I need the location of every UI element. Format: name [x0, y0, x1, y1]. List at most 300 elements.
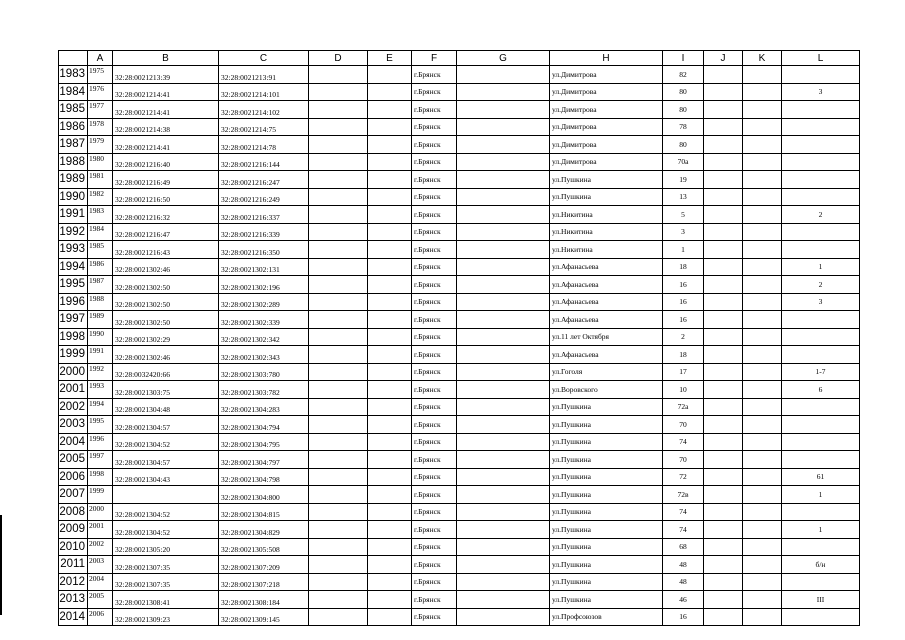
- cell-d[interactable]: [309, 293, 368, 311]
- cell-c[interactable]: 32:28:0021307:218: [219, 573, 309, 591]
- cell-b[interactable]: 32:28:0021214:41: [113, 83, 219, 101]
- cell-j[interactable]: [704, 433, 743, 451]
- cell-c[interactable]: 32:28:0021216:337: [219, 206, 309, 224]
- cell-g[interactable]: [457, 468, 550, 486]
- cell-c[interactable]: 32:28:0021302:339: [219, 311, 309, 329]
- cell-e[interactable]: [368, 241, 412, 259]
- row-number[interactable]: 2014: [59, 608, 88, 626]
- cell-l[interactable]: [782, 188, 860, 206]
- cell-f[interactable]: г.Брянск: [412, 468, 457, 486]
- cell-l[interactable]: [782, 608, 860, 626]
- cell-f[interactable]: г.Брянск: [412, 538, 457, 556]
- cell-d[interactable]: [309, 153, 368, 171]
- cell-d[interactable]: [309, 223, 368, 241]
- cell-a[interactable]: 1993: [88, 381, 113, 399]
- cell-e[interactable]: [368, 276, 412, 294]
- cell-l[interactable]: 61: [782, 468, 860, 486]
- cell-f[interactable]: г.Брянск: [412, 83, 457, 101]
- row-number[interactable]: 1995: [59, 276, 88, 294]
- cell-a[interactable]: 1980: [88, 153, 113, 171]
- cell-e[interactable]: [368, 503, 412, 521]
- column-header-f[interactable]: F: [412, 51, 457, 66]
- cell-j[interactable]: [704, 608, 743, 626]
- cell-a[interactable]: 1991: [88, 346, 113, 364]
- cell-k[interactable]: [743, 433, 782, 451]
- column-header-b[interactable]: B: [113, 51, 219, 66]
- cell-f[interactable]: г.Брянск: [412, 486, 457, 504]
- cell-c[interactable]: 32:28:0021304:829: [219, 521, 309, 539]
- cell-c[interactable]: 32:28:0021216:247: [219, 171, 309, 189]
- row-number[interactable]: 2008: [59, 503, 88, 521]
- cell-e[interactable]: [368, 451, 412, 469]
- cell-g[interactable]: [457, 381, 550, 399]
- cell-i[interactable]: 78: [663, 118, 704, 136]
- cell-f[interactable]: г.Брянск: [412, 241, 457, 259]
- cell-j[interactable]: [704, 83, 743, 101]
- cell-i[interactable]: 18: [663, 258, 704, 276]
- cell-i[interactable]: 10: [663, 381, 704, 399]
- cell-g[interactable]: [457, 276, 550, 294]
- cell-b[interactable]: 32:28:0021216:49: [113, 171, 219, 189]
- row-number[interactable]: 2004: [59, 433, 88, 451]
- cell-j[interactable]: [704, 258, 743, 276]
- cell-i[interactable]: 74: [663, 503, 704, 521]
- cell-d[interactable]: [309, 521, 368, 539]
- cell-i[interactable]: 17: [663, 363, 704, 381]
- cell-k[interactable]: [743, 83, 782, 101]
- cell-g[interactable]: [457, 101, 550, 119]
- row-number[interactable]: 2012: [59, 573, 88, 591]
- cell-e[interactable]: [368, 293, 412, 311]
- row-number[interactable]: 2005: [59, 451, 88, 469]
- cell-e[interactable]: [368, 398, 412, 416]
- cell-k[interactable]: [743, 101, 782, 119]
- cell-b[interactable]: 32:28:0021304:52: [113, 503, 219, 521]
- cell-c[interactable]: 32:28:0021302:343: [219, 346, 309, 364]
- cell-l[interactable]: [782, 241, 860, 259]
- cell-l[interactable]: [782, 101, 860, 119]
- cell-g[interactable]: [457, 573, 550, 591]
- row-number[interactable]: 1984: [59, 83, 88, 101]
- cell-i[interactable]: 80: [663, 136, 704, 154]
- cell-a[interactable]: 1978: [88, 118, 113, 136]
- cell-l[interactable]: 1-7: [782, 363, 860, 381]
- row-number[interactable]: 1987: [59, 136, 88, 154]
- cell-c[interactable]: 32:28:0021302:342: [219, 328, 309, 346]
- cell-c[interactable]: 32:28:0021214:102: [219, 101, 309, 119]
- cell-h[interactable]: ул.Никитина: [550, 223, 663, 241]
- column-header-j[interactable]: J: [704, 51, 743, 66]
- cell-l[interactable]: 2: [782, 276, 860, 294]
- cell-j[interactable]: [704, 573, 743, 591]
- cell-c[interactable]: 32:28:0021302:196: [219, 276, 309, 294]
- cell-c[interactable]: 32:28:0021304:283: [219, 398, 309, 416]
- cell-h[interactable]: ул.Афанасьева: [550, 258, 663, 276]
- cell-f[interactable]: г.Брянск: [412, 573, 457, 591]
- cell-h[interactable]: ул.Пушкина: [550, 188, 663, 206]
- cell-h[interactable]: ул.Гоголя: [550, 363, 663, 381]
- cell-a[interactable]: 2006: [88, 608, 113, 626]
- cell-h[interactable]: ул.Пушкина: [550, 398, 663, 416]
- cell-g[interactable]: [457, 83, 550, 101]
- cell-d[interactable]: [309, 486, 368, 504]
- row-number[interactable]: 1989: [59, 171, 88, 189]
- cell-b[interactable]: 32:28:0021302:46: [113, 346, 219, 364]
- cell-l[interactable]: [782, 451, 860, 469]
- cell-l[interactable]: 2: [782, 206, 860, 224]
- cell-e[interactable]: [368, 538, 412, 556]
- cell-c[interactable]: 32:28:0021307:209: [219, 556, 309, 574]
- cell-h[interactable]: ул.Пушкина: [550, 521, 663, 539]
- cell-a[interactable]: 1999: [88, 486, 113, 504]
- cell-g[interactable]: [457, 171, 550, 189]
- cell-b[interactable]: 32:28:0021304:57: [113, 416, 219, 434]
- cell-a[interactable]: 1994: [88, 398, 113, 416]
- column-header-e[interactable]: E: [368, 51, 412, 66]
- row-number[interactable]: 2001: [59, 381, 88, 399]
- cell-i[interactable]: 74: [663, 433, 704, 451]
- cell-b[interactable]: 32:28:0021303:75: [113, 381, 219, 399]
- cell-b[interactable]: 32:28:0021305:20: [113, 538, 219, 556]
- cell-i[interactable]: 16: [663, 608, 704, 626]
- cell-b[interactable]: 32:28:0021302:29: [113, 328, 219, 346]
- cell-a[interactable]: 1984: [88, 223, 113, 241]
- cell-i[interactable]: 70: [663, 416, 704, 434]
- cell-j[interactable]: [704, 363, 743, 381]
- cell-i[interactable]: 68: [663, 538, 704, 556]
- cell-e[interactable]: [368, 223, 412, 241]
- cell-i[interactable]: 3: [663, 223, 704, 241]
- cell-h[interactable]: ул.Пушкина: [550, 171, 663, 189]
- cell-d[interactable]: [309, 101, 368, 119]
- cell-h[interactable]: ул.Пушкина: [550, 468, 663, 486]
- cell-l[interactable]: [782, 311, 860, 329]
- cell-e[interactable]: [368, 433, 412, 451]
- cell-h[interactable]: ул.Пушкина: [550, 486, 663, 504]
- cell-b[interactable]: 32:28:0021302:50: [113, 293, 219, 311]
- cell-c[interactable]: 32:28:0021304:797: [219, 451, 309, 469]
- cell-f[interactable]: г.Брянск: [412, 66, 457, 84]
- cell-h[interactable]: ул.Никитина: [550, 241, 663, 259]
- cell-b[interactable]: 32:28:0021216:50: [113, 188, 219, 206]
- cell-c[interactable]: 32:28:0021302:289: [219, 293, 309, 311]
- cell-g[interactable]: [457, 556, 550, 574]
- row-number[interactable]: 1993: [59, 241, 88, 259]
- cell-e[interactable]: [368, 311, 412, 329]
- cell-j[interactable]: [704, 101, 743, 119]
- cell-k[interactable]: [743, 206, 782, 224]
- cell-h[interactable]: ул.Пушкина: [550, 416, 663, 434]
- cell-d[interactable]: [309, 591, 368, 609]
- cell-j[interactable]: [704, 153, 743, 171]
- cell-e[interactable]: [368, 118, 412, 136]
- cell-i[interactable]: 80: [663, 101, 704, 119]
- row-number[interactable]: 2009: [59, 521, 88, 539]
- cell-c[interactable]: 32:28:0021308:184: [219, 591, 309, 609]
- cell-b[interactable]: 32:28:0021216:32: [113, 206, 219, 224]
- cell-g[interactable]: [457, 451, 550, 469]
- cell-e[interactable]: [368, 153, 412, 171]
- cell-f[interactable]: г.Брянск: [412, 416, 457, 434]
- cell-j[interactable]: [704, 503, 743, 521]
- cell-a[interactable]: 1992: [88, 363, 113, 381]
- cell-c[interactable]: 32:28:0021304:795: [219, 433, 309, 451]
- cell-a[interactable]: 1986: [88, 258, 113, 276]
- cell-d[interactable]: [309, 468, 368, 486]
- cell-k[interactable]: [743, 486, 782, 504]
- cell-c[interactable]: 32:28:0021303:780: [219, 363, 309, 381]
- cell-h[interactable]: ул.Профсоюзов: [550, 608, 663, 626]
- cell-j[interactable]: [704, 486, 743, 504]
- cell-f[interactable]: г.Брянск: [412, 503, 457, 521]
- cell-g[interactable]: [457, 328, 550, 346]
- cell-b[interactable]: 32:28:0021214:41: [113, 136, 219, 154]
- cell-a[interactable]: 1997: [88, 451, 113, 469]
- cell-h[interactable]: ул.Афанасьева: [550, 276, 663, 294]
- cell-l[interactable]: [782, 118, 860, 136]
- row-number[interactable]: 2000: [59, 363, 88, 381]
- cell-f[interactable]: г.Брянск: [412, 608, 457, 626]
- cell-g[interactable]: [457, 118, 550, 136]
- cell-b[interactable]: 32:28:0021304:57: [113, 451, 219, 469]
- cell-b[interactable]: 32:28:0021213:39: [113, 66, 219, 84]
- cell-a[interactable]: 1981: [88, 171, 113, 189]
- cell-h[interactable]: ул.Пушкина: [550, 433, 663, 451]
- row-number[interactable]: 1988: [59, 153, 88, 171]
- cell-g[interactable]: [457, 591, 550, 609]
- cell-g[interactable]: [457, 521, 550, 539]
- cell-b[interactable]: 32:28:0021214:38: [113, 118, 219, 136]
- column-header-i[interactable]: I: [663, 51, 704, 66]
- cell-j[interactable]: [704, 188, 743, 206]
- cell-j[interactable]: [704, 468, 743, 486]
- cell-l[interactable]: [782, 171, 860, 189]
- cell-k[interactable]: [743, 538, 782, 556]
- cell-g[interactable]: [457, 258, 550, 276]
- cell-a[interactable]: 1987: [88, 276, 113, 294]
- cell-a[interactable]: 1988: [88, 293, 113, 311]
- cell-c[interactable]: 32:28:0021304:815: [219, 503, 309, 521]
- row-number[interactable]: 1999: [59, 346, 88, 364]
- cell-i[interactable]: 82: [663, 66, 704, 84]
- cell-g[interactable]: [457, 311, 550, 329]
- cell-j[interactable]: [704, 311, 743, 329]
- cell-b[interactable]: 32:28:0021302:50: [113, 276, 219, 294]
- column-header-l[interactable]: L: [782, 51, 860, 66]
- cell-j[interactable]: [704, 398, 743, 416]
- cell-f[interactable]: г.Брянск: [412, 311, 457, 329]
- cell-f[interactable]: г.Брянск: [412, 328, 457, 346]
- cell-b[interactable]: 32:28:0032420:66: [113, 363, 219, 381]
- cell-j[interactable]: [704, 223, 743, 241]
- cell-e[interactable]: [368, 101, 412, 119]
- cell-l[interactable]: 3: [782, 83, 860, 101]
- cell-c[interactable]: 32:28:0021214:75: [219, 118, 309, 136]
- cell-d[interactable]: [309, 258, 368, 276]
- cell-e[interactable]: [368, 136, 412, 154]
- cell-j[interactable]: [704, 346, 743, 364]
- cell-f[interactable]: г.Брянск: [412, 276, 457, 294]
- row-number[interactable]: 2003: [59, 416, 88, 434]
- cell-a[interactable]: 1975: [88, 66, 113, 84]
- cell-d[interactable]: [309, 311, 368, 329]
- row-number[interactable]: 2013: [59, 591, 88, 609]
- cell-h[interactable]: ул.Афанасьева: [550, 346, 663, 364]
- cell-k[interactable]: [743, 468, 782, 486]
- cell-a[interactable]: 1996: [88, 433, 113, 451]
- cell-i[interactable]: 48: [663, 556, 704, 574]
- cell-k[interactable]: [743, 398, 782, 416]
- cell-e[interactable]: [368, 591, 412, 609]
- cell-j[interactable]: [704, 241, 743, 259]
- cell-l[interactable]: [782, 538, 860, 556]
- cell-g[interactable]: [457, 153, 550, 171]
- cell-c[interactable]: 32:28:0021304:800: [219, 486, 309, 504]
- cell-b[interactable]: 32:28:0021304:48: [113, 398, 219, 416]
- cell-l[interactable]: [782, 223, 860, 241]
- cell-g[interactable]: [457, 223, 550, 241]
- cell-h[interactable]: ул.Димитрова: [550, 66, 663, 84]
- cell-d[interactable]: [309, 398, 368, 416]
- cell-f[interactable]: г.Брянск: [412, 153, 457, 171]
- cell-a[interactable]: 1982: [88, 188, 113, 206]
- cell-l[interactable]: [782, 346, 860, 364]
- cell-d[interactable]: [309, 118, 368, 136]
- row-number[interactable]: 2007: [59, 486, 88, 504]
- cell-d[interactable]: [309, 276, 368, 294]
- cell-d[interactable]: [309, 188, 368, 206]
- row-number[interactable]: 1998: [59, 328, 88, 346]
- cell-i[interactable]: 80: [663, 83, 704, 101]
- cell-l[interactable]: 1: [782, 258, 860, 276]
- cell-f[interactable]: г.Брянск: [412, 136, 457, 154]
- cell-k[interactable]: [743, 118, 782, 136]
- cell-d[interactable]: [309, 538, 368, 556]
- cell-h[interactable]: ул.Афанасьева: [550, 293, 663, 311]
- cell-e[interactable]: [368, 188, 412, 206]
- cell-c[interactable]: 32:28:0021214:78: [219, 136, 309, 154]
- row-number[interactable]: 2002: [59, 398, 88, 416]
- cell-k[interactable]: [743, 503, 782, 521]
- row-number[interactable]: 1985: [59, 101, 88, 119]
- cell-l[interactable]: [782, 433, 860, 451]
- cell-d[interactable]: [309, 136, 368, 154]
- cell-b[interactable]: 32:28:0021304:52: [113, 433, 219, 451]
- cell-h[interactable]: ул.Афанасьева: [550, 311, 663, 329]
- cell-i[interactable]: 18: [663, 346, 704, 364]
- cell-i[interactable]: 70а: [663, 153, 704, 171]
- cell-j[interactable]: [704, 521, 743, 539]
- cell-k[interactable]: [743, 171, 782, 189]
- cell-k[interactable]: [743, 276, 782, 294]
- cell-d[interactable]: [309, 451, 368, 469]
- cell-c[interactable]: 32:28:0021214:101: [219, 83, 309, 101]
- cell-j[interactable]: [704, 136, 743, 154]
- cell-g[interactable]: [457, 398, 550, 416]
- cell-c[interactable]: 32:28:0021216:144: [219, 153, 309, 171]
- cell-g[interactable]: [457, 206, 550, 224]
- cell-e[interactable]: [368, 346, 412, 364]
- cell-e[interactable]: [368, 83, 412, 101]
- cell-l[interactable]: 1: [782, 486, 860, 504]
- cell-k[interactable]: [743, 66, 782, 84]
- cell-h[interactable]: ул.Никитина: [550, 206, 663, 224]
- row-number[interactable]: 2011: [59, 556, 88, 574]
- row-number[interactable]: 1983: [59, 66, 88, 84]
- cell-l[interactable]: [782, 136, 860, 154]
- cell-i[interactable]: 19: [663, 171, 704, 189]
- cell-l[interactable]: 3: [782, 293, 860, 311]
- cell-f[interactable]: г.Брянск: [412, 188, 457, 206]
- cell-e[interactable]: [368, 416, 412, 434]
- cell-f[interactable]: г.Брянск: [412, 521, 457, 539]
- cell-a[interactable]: 1998: [88, 468, 113, 486]
- cell-d[interactable]: [309, 328, 368, 346]
- cell-i[interactable]: 16: [663, 293, 704, 311]
- cell-b[interactable]: 32:28:0021302:46: [113, 258, 219, 276]
- cell-l[interactable]: [782, 503, 860, 521]
- cell-c[interactable]: 32:28:0021309:145: [219, 608, 309, 626]
- cell-g[interactable]: [457, 503, 550, 521]
- cell-e[interactable]: [368, 66, 412, 84]
- cell-k[interactable]: [743, 136, 782, 154]
- cell-k[interactable]: [743, 556, 782, 574]
- column-header-h[interactable]: H: [550, 51, 663, 66]
- cell-g[interactable]: [457, 188, 550, 206]
- cell-f[interactable]: г.Брянск: [412, 381, 457, 399]
- cell-b[interactable]: 32:28:0021308:41: [113, 591, 219, 609]
- cell-i[interactable]: 2: [663, 328, 704, 346]
- cell-f[interactable]: г.Брянск: [412, 258, 457, 276]
- cell-b[interactable]: 32:28:0021304:52: [113, 521, 219, 539]
- cell-h[interactable]: ул.Димитрова: [550, 83, 663, 101]
- cell-a[interactable]: 1979: [88, 136, 113, 154]
- cell-j[interactable]: [704, 451, 743, 469]
- cell-h[interactable]: ул.Димитрова: [550, 136, 663, 154]
- cell-a[interactable]: 2004: [88, 573, 113, 591]
- cell-f[interactable]: г.Брянск: [412, 206, 457, 224]
- cell-i[interactable]: 16: [663, 311, 704, 329]
- row-number[interactable]: 2006: [59, 468, 88, 486]
- cell-k[interactable]: [743, 608, 782, 626]
- cell-i[interactable]: 72: [663, 468, 704, 486]
- cell-a[interactable]: 2002: [88, 538, 113, 556]
- row-number[interactable]: 1986: [59, 118, 88, 136]
- cell-f[interactable]: г.Брянск: [412, 118, 457, 136]
- cell-a[interactable]: 1990: [88, 328, 113, 346]
- cell-d[interactable]: [309, 66, 368, 84]
- cell-k[interactable]: [743, 311, 782, 329]
- cell-k[interactable]: [743, 416, 782, 434]
- cell-l[interactable]: [782, 153, 860, 171]
- cell-d[interactable]: [309, 573, 368, 591]
- cell-j[interactable]: [704, 171, 743, 189]
- cell-a[interactable]: 1976: [88, 83, 113, 101]
- cell-j[interactable]: [704, 66, 743, 84]
- cell-i[interactable]: 5: [663, 206, 704, 224]
- cell-e[interactable]: [368, 381, 412, 399]
- cell-f[interactable]: г.Брянск: [412, 451, 457, 469]
- cell-e[interactable]: [368, 206, 412, 224]
- cell-k[interactable]: [743, 451, 782, 469]
- cell-d[interactable]: [309, 433, 368, 451]
- cell-c[interactable]: 32:28:0021304:798: [219, 468, 309, 486]
- cell-g[interactable]: [457, 293, 550, 311]
- cell-i[interactable]: 46: [663, 591, 704, 609]
- cell-l[interactable]: [782, 66, 860, 84]
- cell-a[interactable]: 1983: [88, 206, 113, 224]
- cell-h[interactable]: ул.Пушкина: [550, 538, 663, 556]
